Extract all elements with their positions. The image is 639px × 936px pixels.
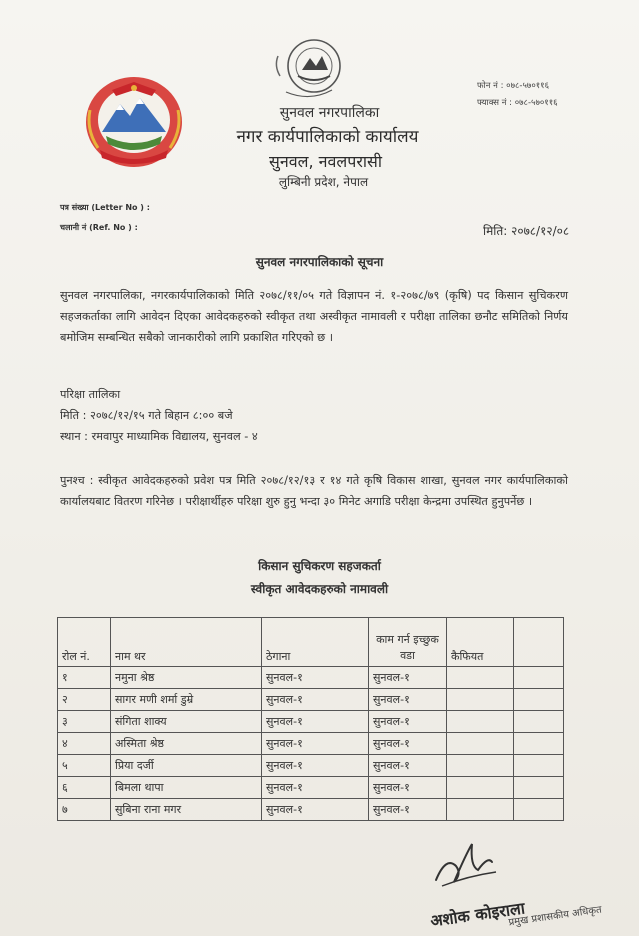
table-row — [58, 733, 564, 755]
reference-number-label: चलानी नं (Ref. No ) : — [60, 223, 138, 232]
cell-address: सुनवल-१ — [262, 733, 369, 755]
cell-ward: सुनवल-१ — [369, 711, 447, 733]
cell-blank — [514, 689, 564, 711]
postscript-paragraph: पुनश्च : स्वीकृत आवेदकहरुको प्रवेश पत्र मिति २०७८/१२/१३ र १४ गते कृषि विकास शाखा, सुनवल नगर कार्यपालिकाको कार्यालयबाट वितरण गरिनेछ । परीक्षार्थीहरु परिक्षा शुरु हुनु भन्दा ३० मिनेट अगाडि परीक्षा केन्द्रमा उपस्थित हुनुपर्नेछ । — [60, 474, 568, 508]
office-name-line2: नगर कार्यपालिकाको कार्यालय — [236, 127, 419, 147]
col-roll-number: रोल नं. — [58, 618, 111, 667]
cell-address: सुनवल-१ — [262, 667, 369, 689]
col-name: नाम थर — [111, 618, 262, 667]
signatory-name: अशोक कोइराला — [429, 898, 527, 931]
cell-ward: सुनवल-१ — [369, 733, 447, 755]
table-row — [58, 777, 564, 799]
cell-name: सागर मणी शर्मा डुम्रे — [111, 689, 262, 711]
table-row — [58, 711, 564, 733]
province-line: लुम्बिनी प्रदेश, नेपाल — [278, 175, 369, 189]
cell-ward: सुनवल-१ — [369, 755, 447, 777]
table-row — [58, 755, 564, 777]
letter-number-label: पत्र संख्या (Letter No ) : — [60, 203, 150, 212]
office-address-line: सुनवल, नवलपरासी — [269, 152, 382, 171]
cell-roll: २ — [58, 689, 111, 711]
cell-remarks — [447, 777, 514, 799]
table-row — [58, 689, 564, 711]
cell-address: सुनवल-१ — [262, 689, 369, 711]
list-subtitle: स्वीकृत आवेदकहरुको नामावली — [250, 582, 389, 596]
cell-blank — [514, 733, 564, 755]
cell-remarks — [447, 711, 514, 733]
cell-name: बिमला थापा — [111, 777, 262, 799]
table-header-row — [58, 618, 564, 667]
cell-remarks — [447, 667, 514, 689]
office-name-line1: सुनवल नगरपालिका — [279, 105, 380, 121]
col-blank — [514, 618, 564, 667]
cell-name: नमुना श्रेष्ठ — [111, 667, 262, 689]
cell-address: सुनवल-१ — [262, 711, 369, 733]
cell-ward: सुनवल-१ — [369, 799, 447, 821]
col-address: ठेगाना — [262, 618, 369, 667]
cell-ward: सुनवल-१ — [369, 777, 447, 799]
cell-blank — [514, 799, 564, 821]
exam-schedule-heading: परिक्षा तालिका — [60, 388, 121, 401]
table-row — [58, 667, 564, 689]
cell-blank — [514, 777, 564, 799]
notice-intro-paragraph: सुनवल नगरपालिका, नगरकार्यपालिकाको मिति २०७८/११/०५ गते विज्ञापन नं. १-२०७८/७९ (कृषि) पद किसान सुचिकरण सहजकर्ताका लागि आवेदन दिएका आवेदकहरुको स्वीकृत तथा अस्वीकृत नामावली र परीक्षा तालिका छनौट समितिको निर्णय बमोजिम सम्बन्धित सबैको जानकारीको लागि प्रकाशित गरिएको छ । — [60, 289, 568, 344]
table-row — [58, 799, 564, 821]
list-title: किसान सुचिकरण सहजकर्ता — [258, 559, 381, 573]
fax-number: फ्याक्स नं : ०७८-५७०११६ — [477, 98, 558, 108]
phone-number: फोन नं : ०७८-५७०११६ — [477, 81, 550, 91]
cell-name: सुबिना राना मगर — [111, 799, 262, 821]
cell-roll: १ — [58, 667, 111, 689]
cell-roll: ६ — [58, 777, 111, 799]
handwritten-signature-icon — [432, 836, 502, 892]
cell-address: सुनवल-१ — [262, 799, 369, 821]
signatory-post: प्रमुख प्रशासकीय अधिकृत — [507, 904, 603, 929]
cell-roll: ५ — [58, 755, 111, 777]
cell-roll: ४ — [58, 733, 111, 755]
cell-remarks — [447, 799, 514, 821]
cell-name: अस्मिता श्रेष्ठ — [111, 733, 262, 755]
cell-name: संगिता शाक्य — [111, 711, 262, 733]
applicant-table — [57, 617, 564, 821]
cell-roll: ७ — [58, 799, 111, 821]
office-seal-icon — [272, 36, 350, 108]
cell-remarks — [447, 689, 514, 711]
exam-venue: स्थान : रमवापुर माध्यामिक विद्यालय, सुनवल - ४ — [60, 430, 258, 443]
cell-remarks — [447, 733, 514, 755]
cell-blank — [514, 667, 564, 689]
cell-ward: सुनवल-१ — [369, 689, 447, 711]
cell-ward: सुनवल-१ — [369, 667, 447, 689]
cell-address: सुनवल-१ — [262, 777, 369, 799]
col-remarks: कैफियत — [447, 618, 514, 667]
cell-remarks — [447, 755, 514, 777]
cell-address: सुनवल-१ — [262, 755, 369, 777]
exam-date: मिति : २०७८/१२/१५ गते बिहान ८:०० बजे — [60, 409, 233, 422]
cell-blank — [514, 711, 564, 733]
cell-blank — [514, 755, 564, 777]
notice-title: सुनवल नगरपालिकाको सूचना — [255, 255, 384, 269]
cell-roll: ३ — [58, 711, 111, 733]
letter-date: मिति: २०७८/१२/०८ — [483, 224, 570, 238]
cell-name: प्रिया दर्जी — [111, 755, 262, 777]
col-preferred-ward: काम गर्न इच्छुक वडा — [369, 618, 447, 667]
